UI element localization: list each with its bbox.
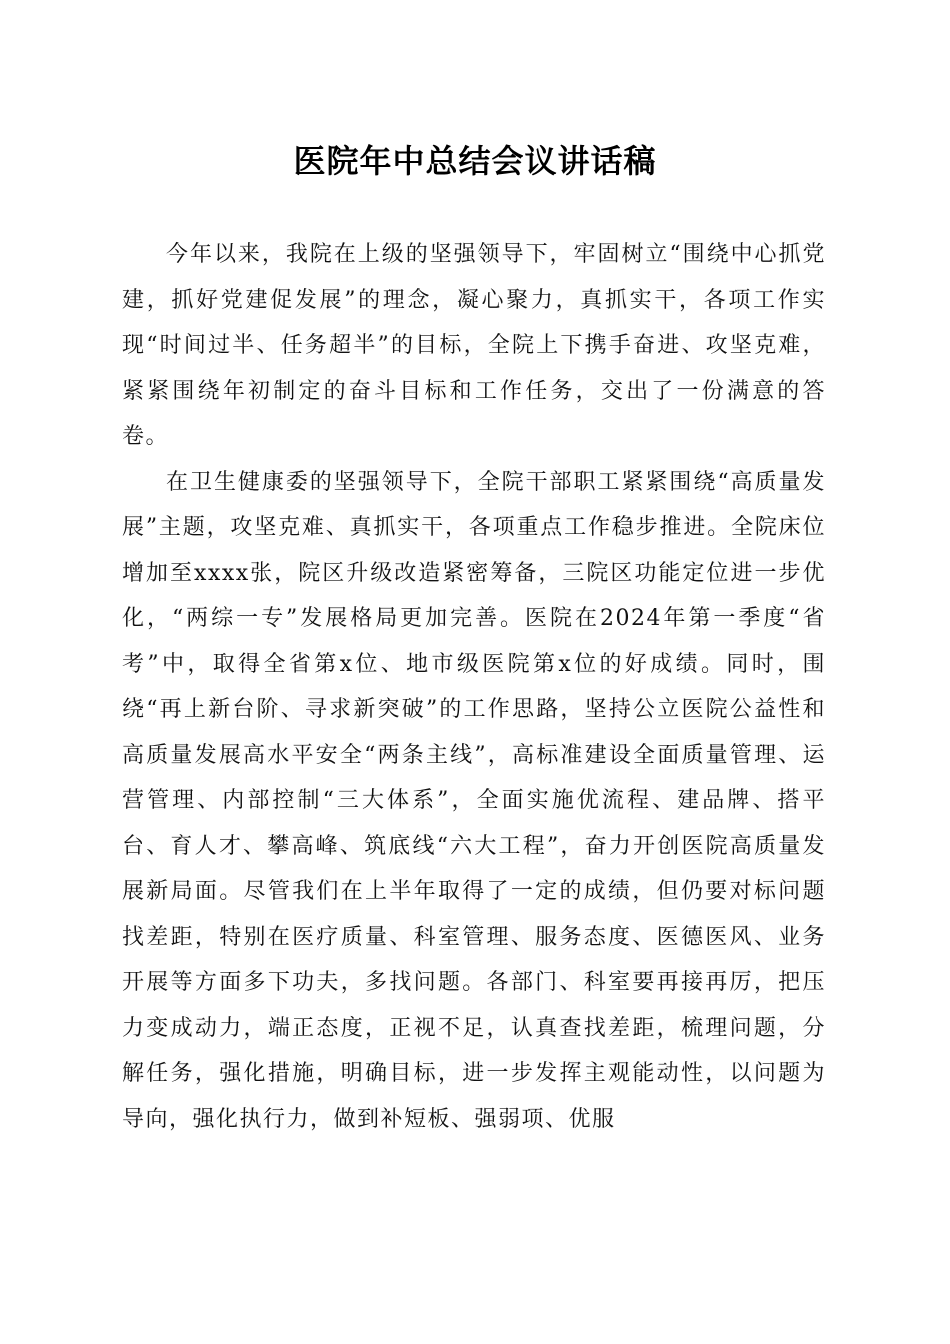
paragraph-2: 在卫生健康委的坚强领导下，全院干部职工紧紧围绕“高质量发展”主题，攻坚克难、真抓实干，各项重点工作稳步推进。全院床位增加至xxxx张，院区升级改造紧密筹备，三院区功能定位进一步优化，“两综一专”发展格局更加完善。医院在2024年第一季度“省考”中，取得全省第x位、地市级医院第x位的好成绩。同时，围绕“再上新台阶、寻求新突破”的工作思路，坚持公立医院公益性和高质量发展高水平安全“两条主线”，高标准建设全面质量管理、运营管理、内部控制“三大体系”，全面实施优流程、建品牌、搭平台、育人才、攀高峰、筑底线“六大工程”，奋力开创医院高质量发展新局面。尽管我们在上半年取得了一定的成绩，但仍要对标问题找差距，特别在医疗质量、科室管理、服务态度、医德医风、业务开展等方面多下功夫，多找问题。各部门、科室要再接再厉，把压力变成动力，端正态度，正视不足，认真查找差距，梳理问题，分解任务，强化措施，明确目标，进一步发挥主观能动性，以问题为导向，强化执行力，做到补短板、强弱项、优服 (122, 469, 826, 1132)
document-title: 医院年中总结会议讲话稿 (293, 142, 657, 180)
document-body (122, 232, 826, 1142)
paragraph-1: 今年以来，我院在上级的坚强领导下，牢固树立“围绕中心抓党建，抓好党建促发展”的理念，凝心聚力，真抓实干，各项工作实现“时间过半、任务超半”的目标，全院上下携手奋进、攻坚克难，紧紧围绕年初制定的奋斗目标和工作任务，交出了一份满意的答卷。 (122, 242, 826, 449)
